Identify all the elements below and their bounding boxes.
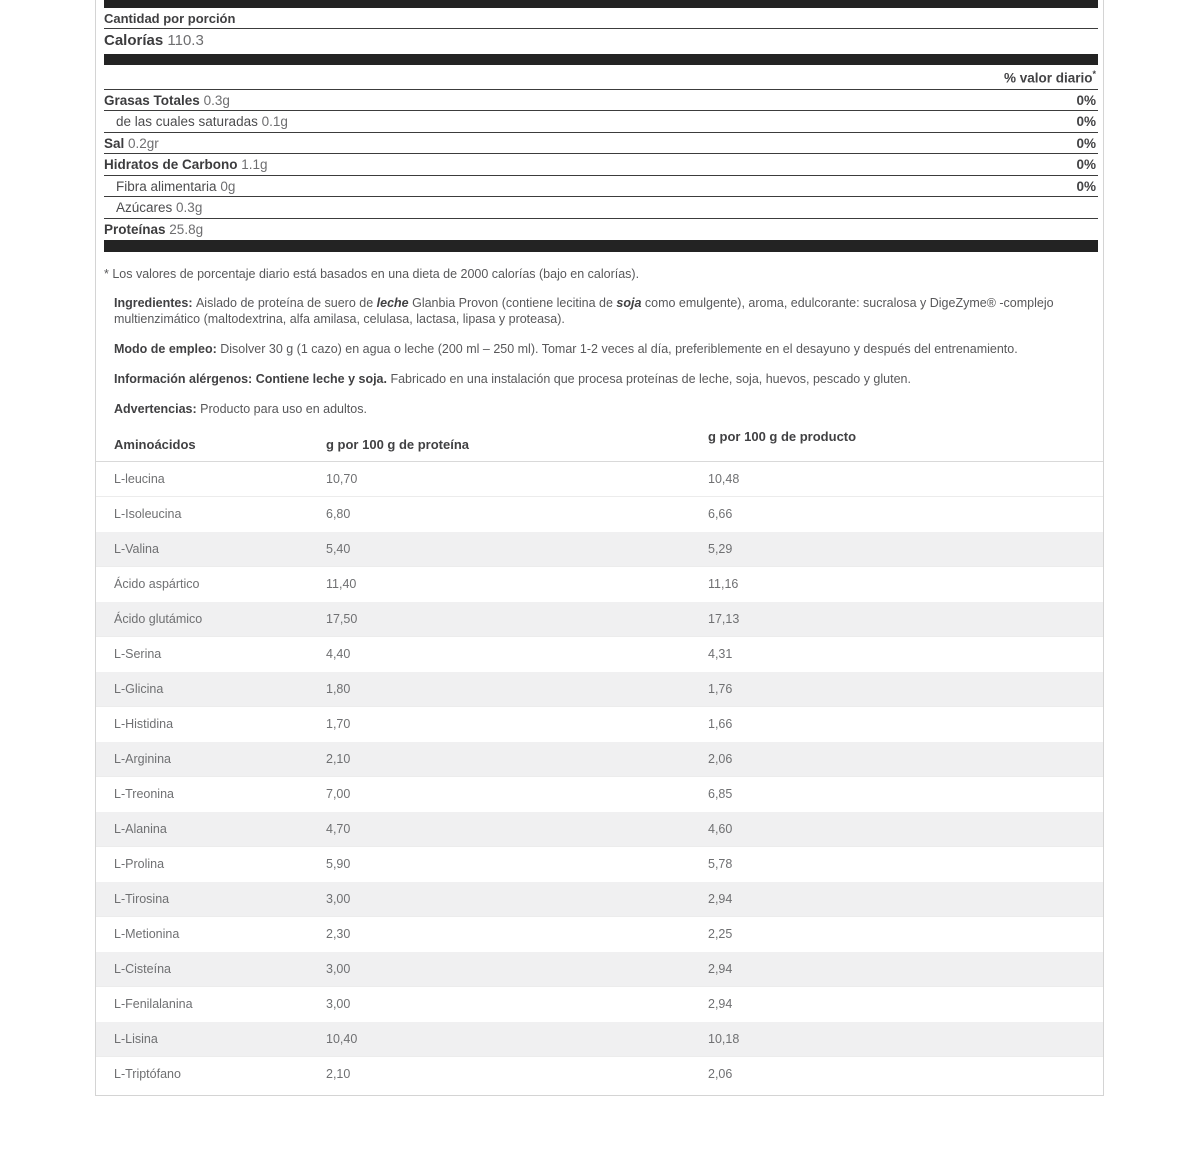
amino-name-cell: L-Triptófano [96, 1057, 326, 1092]
amino-table-row [96, 777, 1103, 812]
nutrient-name: Sal [104, 135, 125, 151]
amino-name-cell: L-Metionina [96, 917, 326, 952]
amino-name-cell: L-Lisina [96, 1022, 326, 1057]
nutrient-amount: 0.3g [203, 92, 230, 108]
nutrient-row [104, 176, 1098, 198]
amino-table-row [96, 742, 1103, 777]
amino-protein-value-cell: 3,00 [326, 952, 708, 987]
amino-table-row [96, 1022, 1103, 1057]
amino-product-value-cell: 6,66 [708, 497, 1103, 532]
paragraph-segment: Glanbia Provon (contiene lecitina de [408, 296, 617, 310]
paragraph-warnings [114, 401, 1099, 417]
amino-name-cell: Ácido aspártico [96, 567, 326, 602]
label-top-bar [104, 0, 1098, 8]
amino-table-row [96, 952, 1103, 987]
nutrient-name: Hidratos de Carbono [104, 157, 238, 172]
amino-table-row [96, 987, 1103, 1022]
amino-name-cell: L-Treonina [96, 777, 326, 812]
amino-product-value-cell: 5,29 [708, 532, 1103, 567]
amino-protein-value-cell: 5,90 [326, 847, 708, 882]
nutrient-row [104, 197, 1098, 219]
amino-table-row [96, 882, 1103, 917]
paragraph-segment: Advertencias: [114, 402, 201, 416]
amino-product-value-cell: 1,76 [708, 672, 1103, 707]
daily-value-header [104, 65, 1098, 90]
amino-product-value-cell: 1,66 [708, 707, 1103, 742]
amino-table-row [96, 812, 1103, 847]
amino-table-header [96, 431, 1103, 462]
nutrient-row [104, 219, 1098, 240]
amino-table-row [96, 602, 1103, 637]
paragraph-segment: como emulgente), aroma, edulcorante: sucralosa y DigeZyme® -complejo multienzimático (maltodextrina, alfa amilasa, celulasa, lactasa, lipasa y proteasa). [114, 296, 1054, 326]
amino-product-value-cell: 10,18 [708, 1022, 1103, 1057]
nutrient-row [104, 111, 1098, 133]
nutrition-info-panel [95, 0, 1104, 1096]
nutrient-row [104, 154, 1098, 176]
nutrient-name: Azúcares [116, 200, 173, 215]
amino-protein-value-cell: 4,70 [326, 812, 708, 847]
nutrient-name: Proteínas [104, 221, 166, 237]
amino-product-value-cell: 2,06 [708, 1057, 1103, 1092]
divider-bar [104, 54, 1098, 65]
amino-protein-value-cell: 7,00 [326, 777, 708, 812]
nutrient-row [104, 90, 1098, 112]
amino-table-row [96, 462, 1103, 497]
nutrient-text [104, 136, 159, 151]
amino-header-per-product [708, 431, 1103, 462]
amino-protein-value-cell: 3,00 [326, 882, 708, 917]
nutrient-rows [104, 90, 1098, 240]
label-bottom-bar [104, 240, 1098, 252]
paragraph-segment: Aislado de proteína de suero de [195, 296, 377, 310]
amino-header-row [96, 431, 1103, 462]
amino-name-cell: L-Arginina [96, 742, 326, 777]
calories-label: Calorías [104, 32, 164, 49]
amino-product-value-cell: 2,25 [708, 917, 1103, 952]
amino-protein-value-cell: 3,00 [326, 987, 708, 1022]
amino-name-cell: L-Tirosina [96, 882, 326, 917]
paragraph-segment: Modo de empleo: [114, 342, 221, 356]
serving-header: Cantidad por porción [104, 8, 1098, 29]
amino-protein-value-cell: 5,40 [326, 532, 708, 567]
amino-header-name: Aminoácidos [96, 431, 326, 462]
amino-table-body [96, 462, 1103, 1092]
amino-product-value-cell: 4,60 [708, 812, 1103, 847]
daily-value-footnote-mark: * [1092, 69, 1096, 79]
amino-header-per-protein: g por 100 g de proteína [326, 431, 708, 462]
amino-protein-value-cell: 6,80 [326, 497, 708, 532]
amino-table-row [96, 567, 1103, 602]
amino-name-cell: L-Valina [96, 532, 326, 567]
amino-name-cell: L-Cisteína [96, 952, 326, 987]
amino-name-cell: L-Histidina [96, 707, 326, 742]
nutrient-row [104, 133, 1098, 155]
nutrient-amount: 1.1g [241, 157, 268, 172]
amino-table-row [96, 847, 1103, 882]
amino-product-value-cell: 17,13 [708, 602, 1103, 637]
nutrient-amount: 0.3g [176, 200, 203, 215]
amino-product-value-cell: 6,85 [708, 777, 1103, 812]
nutrient-amount: 0g [220, 178, 236, 194]
amino-name-cell: L-Isoleucina [96, 497, 326, 532]
amino-protein-value-cell: 10,40 [326, 1022, 708, 1057]
amino-header-per-product-text: g por 100 g de producto [708, 429, 857, 444]
amino-protein-value-cell: 1,70 [326, 707, 708, 742]
daily-value-footnote: * Los valores de porcentaje diario está basados en una dieta de 2000 calorías (bajo en calorías). [104, 267, 640, 281]
amino-name-cell: L-leucina [114, 472, 165, 486]
amino-product-value-cell: 11,16 [708, 567, 1103, 602]
amino-protein-value-cell: 1,80 [326, 672, 708, 707]
nutrient-text [104, 157, 268, 172]
amino-product-value-cell: 2,06 [708, 742, 1103, 777]
amino-table-row [96, 672, 1103, 707]
calories-row [104, 29, 1098, 53]
paragraph-allergens [114, 371, 1099, 387]
amino-table-row [96, 707, 1103, 742]
nutrition-facts-label [104, 0, 1098, 282]
nutrient-amount: 0.2gr [128, 135, 159, 151]
amino-name-cell: L-Glicina [96, 672, 326, 707]
nutrient-daily-value: 0% [1076, 157, 1096, 172]
amino-protein-value-cell: 2,30 [326, 917, 708, 952]
amino-table-row [96, 917, 1103, 952]
nutrient-amount: 0.1g [261, 114, 288, 129]
nutrient-text [116, 179, 235, 194]
amino-table-row [96, 497, 1103, 532]
nutrient-text [104, 222, 203, 237]
amino-protein-value-cell: 2,10 [326, 742, 708, 777]
amino-table-row [96, 532, 1103, 567]
nutrient-name: de las cuales saturadas [116, 114, 258, 129]
paragraph-directions [114, 341, 1099, 357]
amino-product-value-cell: 2,94 [708, 952, 1103, 987]
amino-product-value-cell: 2,94 [708, 882, 1103, 917]
amino-table-row [96, 637, 1103, 672]
nutrient-daily-value: 0% [1076, 135, 1096, 151]
amino-acids-table [96, 431, 1103, 1092]
amino-name-cell: L-Serina [96, 637, 326, 672]
paragraph-segment: soja [616, 296, 642, 310]
paragraph-segment: Ingredientes: [114, 296, 196, 310]
nutrient-text [116, 114, 288, 129]
amino-protein-value-cell: 17,50 [326, 602, 708, 637]
paragraph-segment: Producto para uso en adultos. [200, 402, 367, 416]
nutrient-daily-value: 0% [1076, 92, 1096, 108]
nutrient-name: Grasas Totales [104, 92, 200, 108]
amino-name-cell: L-Prolina [96, 847, 326, 882]
amino-table-row [96, 1057, 1103, 1092]
calories-value: 110.3 [167, 32, 204, 49]
paragraph-segment: Fabricado en una instalación que procesa proteínas de leche, soja, huevos, pescado y gluten. [390, 372, 911, 386]
nutrient-text [104, 93, 230, 108]
amino-product-value-cell: 10,48 [708, 472, 740, 486]
amino-product-value-cell: 2,94 [708, 987, 1103, 1022]
amino-protein-value-cell: 4,40 [326, 637, 708, 672]
info-paragraphs [114, 295, 1099, 417]
amino-protein-value-cell: 11,40 [326, 567, 708, 602]
paragraph-segment: leche [376, 296, 409, 310]
amino-product-value-cell: 4,31 [708, 637, 1103, 672]
amino-protein-value-cell: 10,70 [326, 472, 358, 486]
daily-value-header-text: % valor diario [1003, 70, 1093, 86]
nutrient-name: Fibra alimentaria [116, 178, 217, 194]
paragraph-segment: Disolver 30 g (1 cazo) en agua o leche (200 ml – 250 ml). Tomar 1-2 veces al día, preferiblemente en el desayuno y después del entrenamiento. [220, 342, 1018, 356]
nutrient-text [116, 200, 202, 215]
amino-name-cell: Ácido glutámico [96, 602, 326, 637]
nutrient-amount: 25.8g [169, 221, 204, 237]
amino-protein-value-cell: 2,10 [326, 1057, 708, 1092]
nutrient-daily-value: 0% [1076, 114, 1096, 129]
nutrient-daily-value: 0% [1076, 178, 1096, 194]
paragraph-segment: Información alérgenos: Contiene leche y soja. [114, 372, 391, 386]
amino-product-value-cell: 5,78 [708, 847, 1103, 882]
amino-name-cell: L-Alanina [96, 812, 326, 847]
amino-name-cell: L-Fenilalanina [96, 987, 326, 1022]
paragraph-ingredients [114, 295, 1099, 327]
